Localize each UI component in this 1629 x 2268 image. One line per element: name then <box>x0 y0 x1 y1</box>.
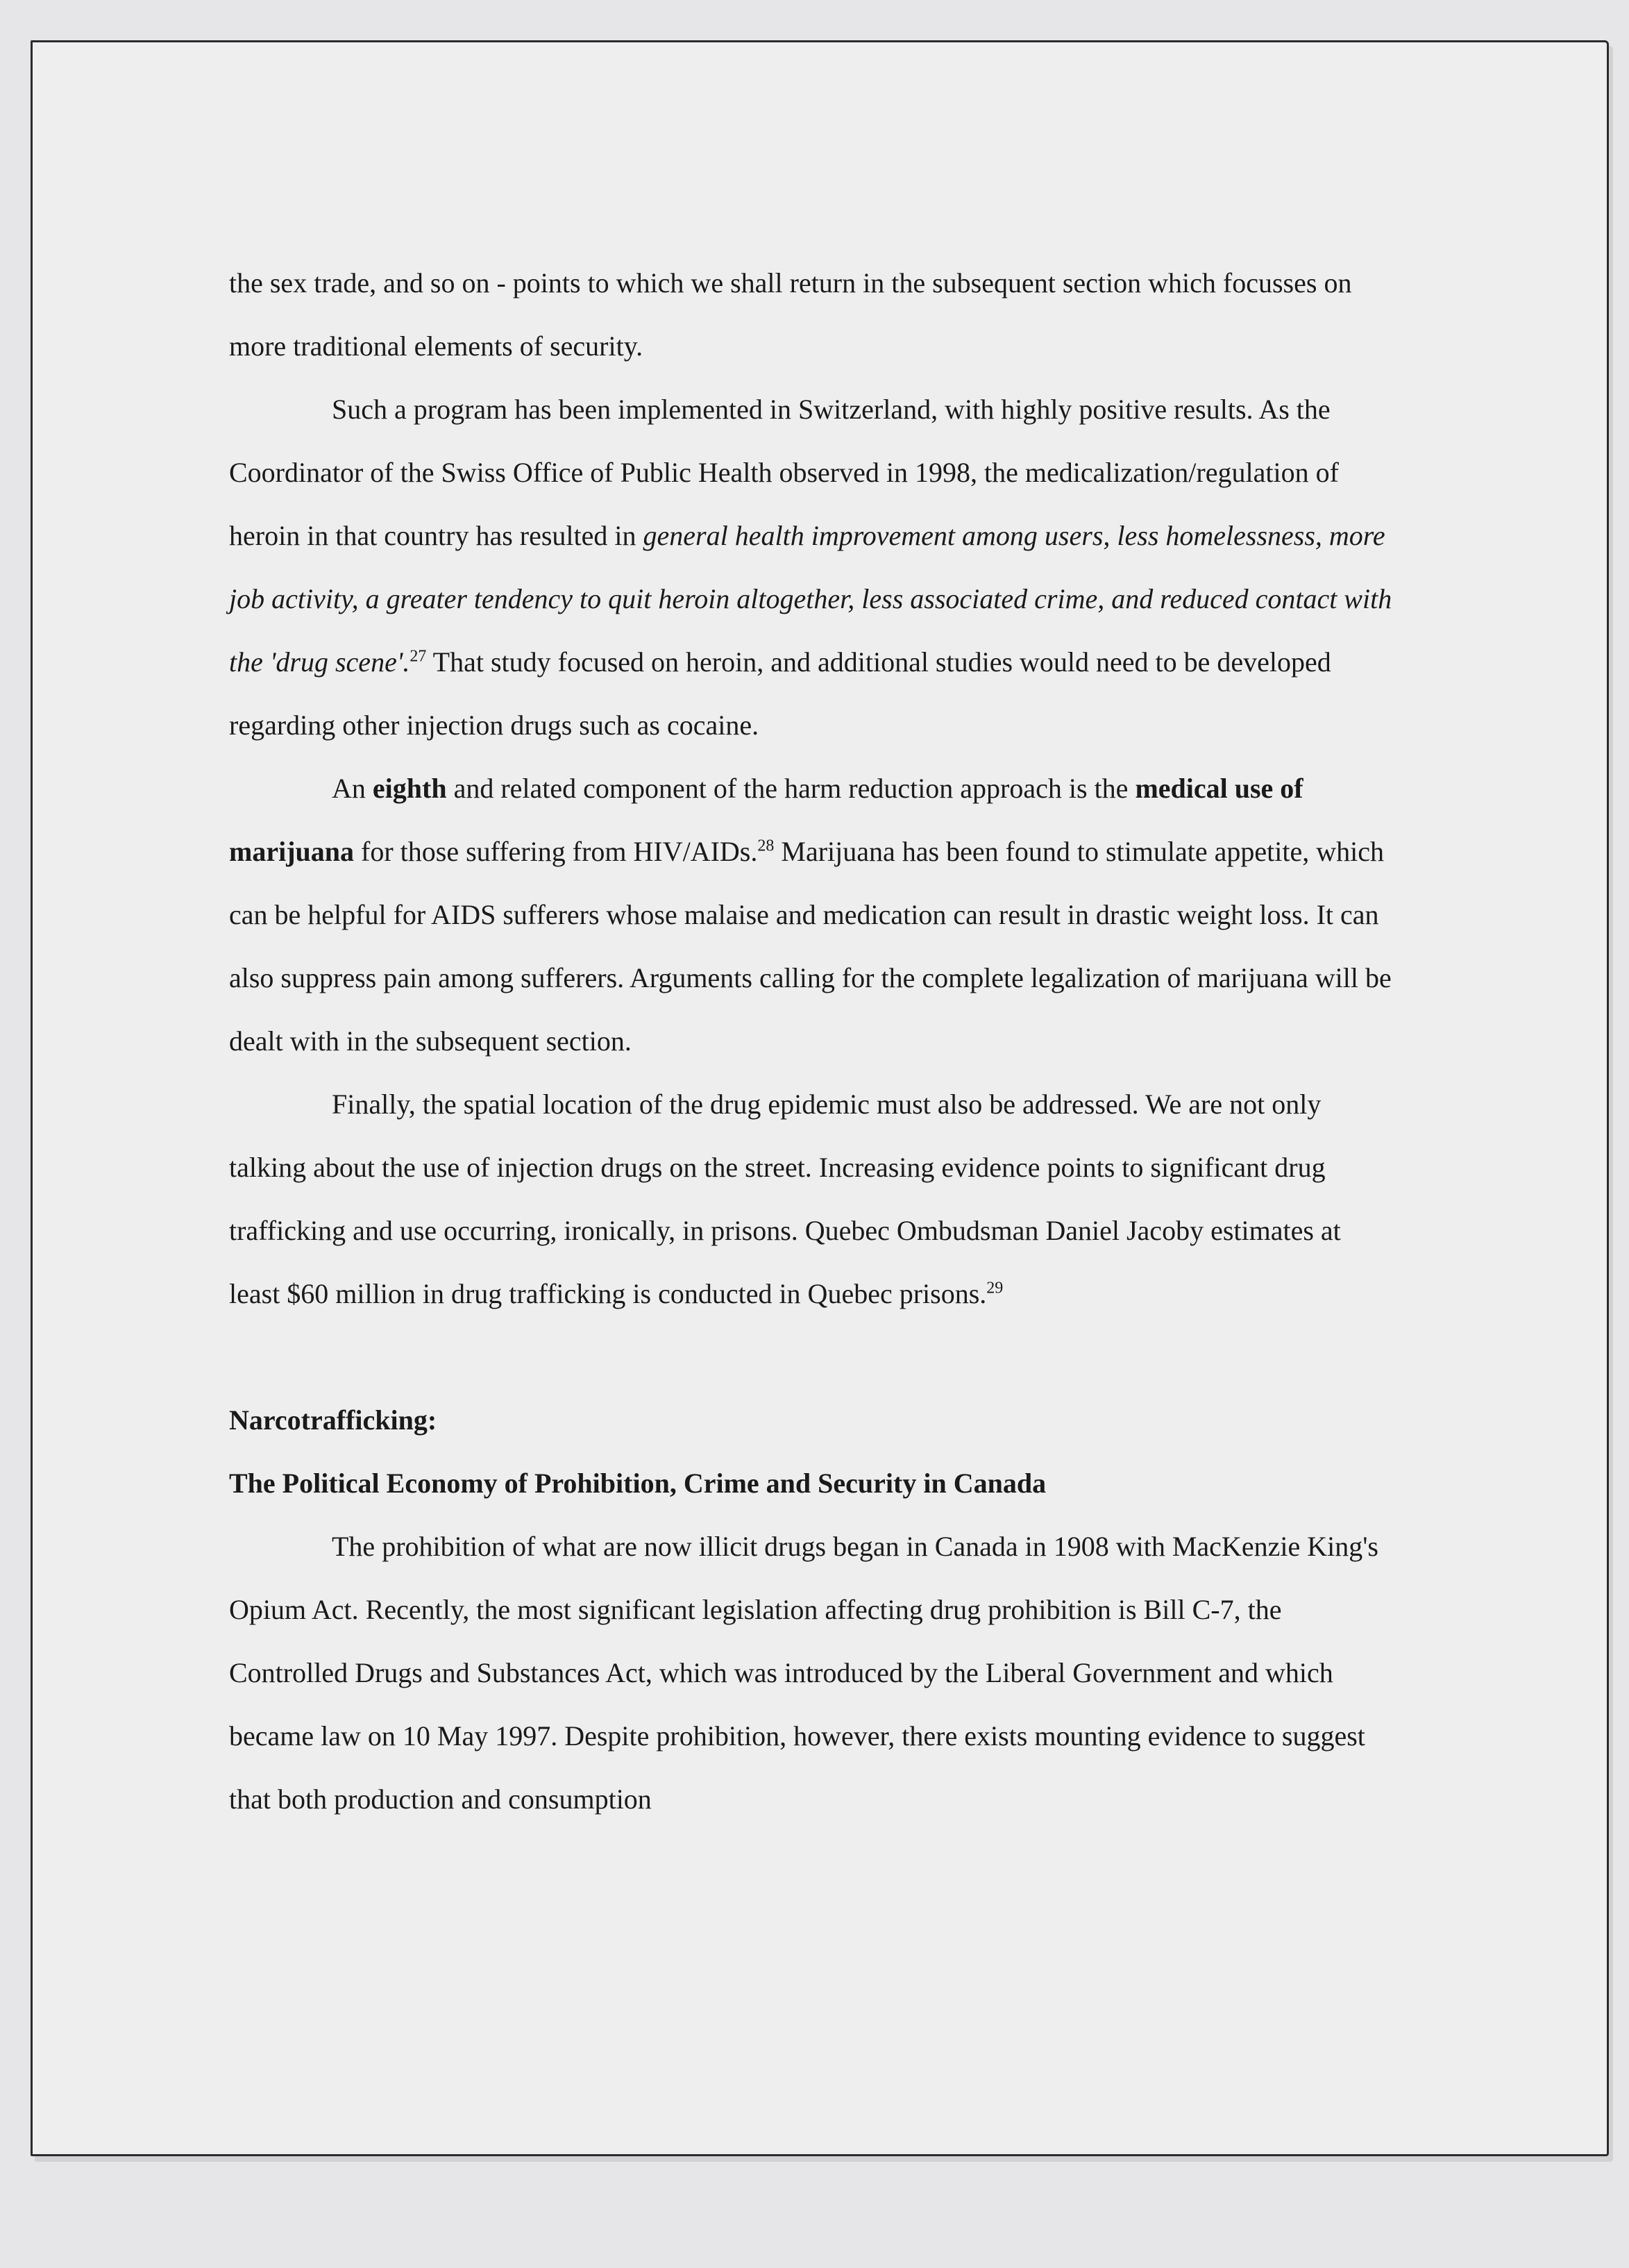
text-run: Such a program has been implemented in Switzerland, with highly positive results. As the Coordinator of the Swiss Office of Public Health observed in 1998, the medicalization/regulation of heroin in that country has resulted in <box>229 394 1339 551</box>
document-body <box>229 251 1395 1831</box>
paragraph-1 <box>229 251 1395 378</box>
paragraph-4 <box>229 1073 1395 1325</box>
text-run: medical use of marijuana <box>229 773 1303 867</box>
paragraph-2 <box>229 378 1395 757</box>
text-run: The prohibition of what are now illicit drugs began in Canada in 1908 with MacKenzie King's Opium Act. Recently, the most significant legislation affecting drug prohibition is Bill C-7, the Controlled Drugs and Substances Act, which was introduced by the Liberal Government and which became law on 10 May 1997. Despite prohibition, however, there exists mounting evidence to suggest that both production and consumption <box>229 1531 1378 1815</box>
text-run: and related component of the harm reduction approach is the <box>446 773 1136 804</box>
text-run: eighth <box>372 773 447 804</box>
footnote-ref: 27 <box>410 647 427 666</box>
text-run: general health improvement among users, less homelessness, more job activity, a greater tendency to quit heroin altogether, less associated crime, and reduced contact with the 'drug scene'. <box>229 520 1392 678</box>
footnote-ref: 29 <box>986 1279 1004 1297</box>
section-heading-line-2: The Political Economy of Prohibition, Crime and Security in Canada <box>229 1468 1047 1499</box>
text-run: Finally, the spatial location of the drug epidemic must also be addressed. We are not only talking about the use of injection drugs on the street. Increasing evidence points to significant drug trafficking and use occurring, ironically, in prisons. Quebec Ombudsman Daniel Jacoby estimates at least $60 million in drug trafficking is conducted in Quebec prisons. <box>229 1089 1341 1309</box>
text-run: for those suffering from HIV/AIDs. <box>354 836 758 867</box>
text-run: Marijuana has been found to stimulate appetite, which can be helpful for AIDS sufferers whose malaise and medication can result in drastic weight loss. It can also suppress pain among sufferers. Arguments calling for the complete legalization of marijuana will be dealt with in the subsequent section. <box>229 836 1392 1057</box>
paragraph-3 <box>229 757 1395 1073</box>
footnote-ref: 28 <box>757 837 775 855</box>
text-run: That study focused on heroin, and additional studies would need to be developed regarding other injection drugs such as cocaine. <box>229 646 1331 741</box>
section-gap <box>229 1325 1395 1388</box>
section-heading-line-1: Narcotrafficking: <box>229 1404 437 1436</box>
text-run: the sex trade, and so on - points to which we shall return in the subsequent section which focusses on more traditional elements of security. <box>229 267 1352 362</box>
paragraph-5 <box>229 1515 1395 1831</box>
text-run: An <box>332 773 373 804</box>
